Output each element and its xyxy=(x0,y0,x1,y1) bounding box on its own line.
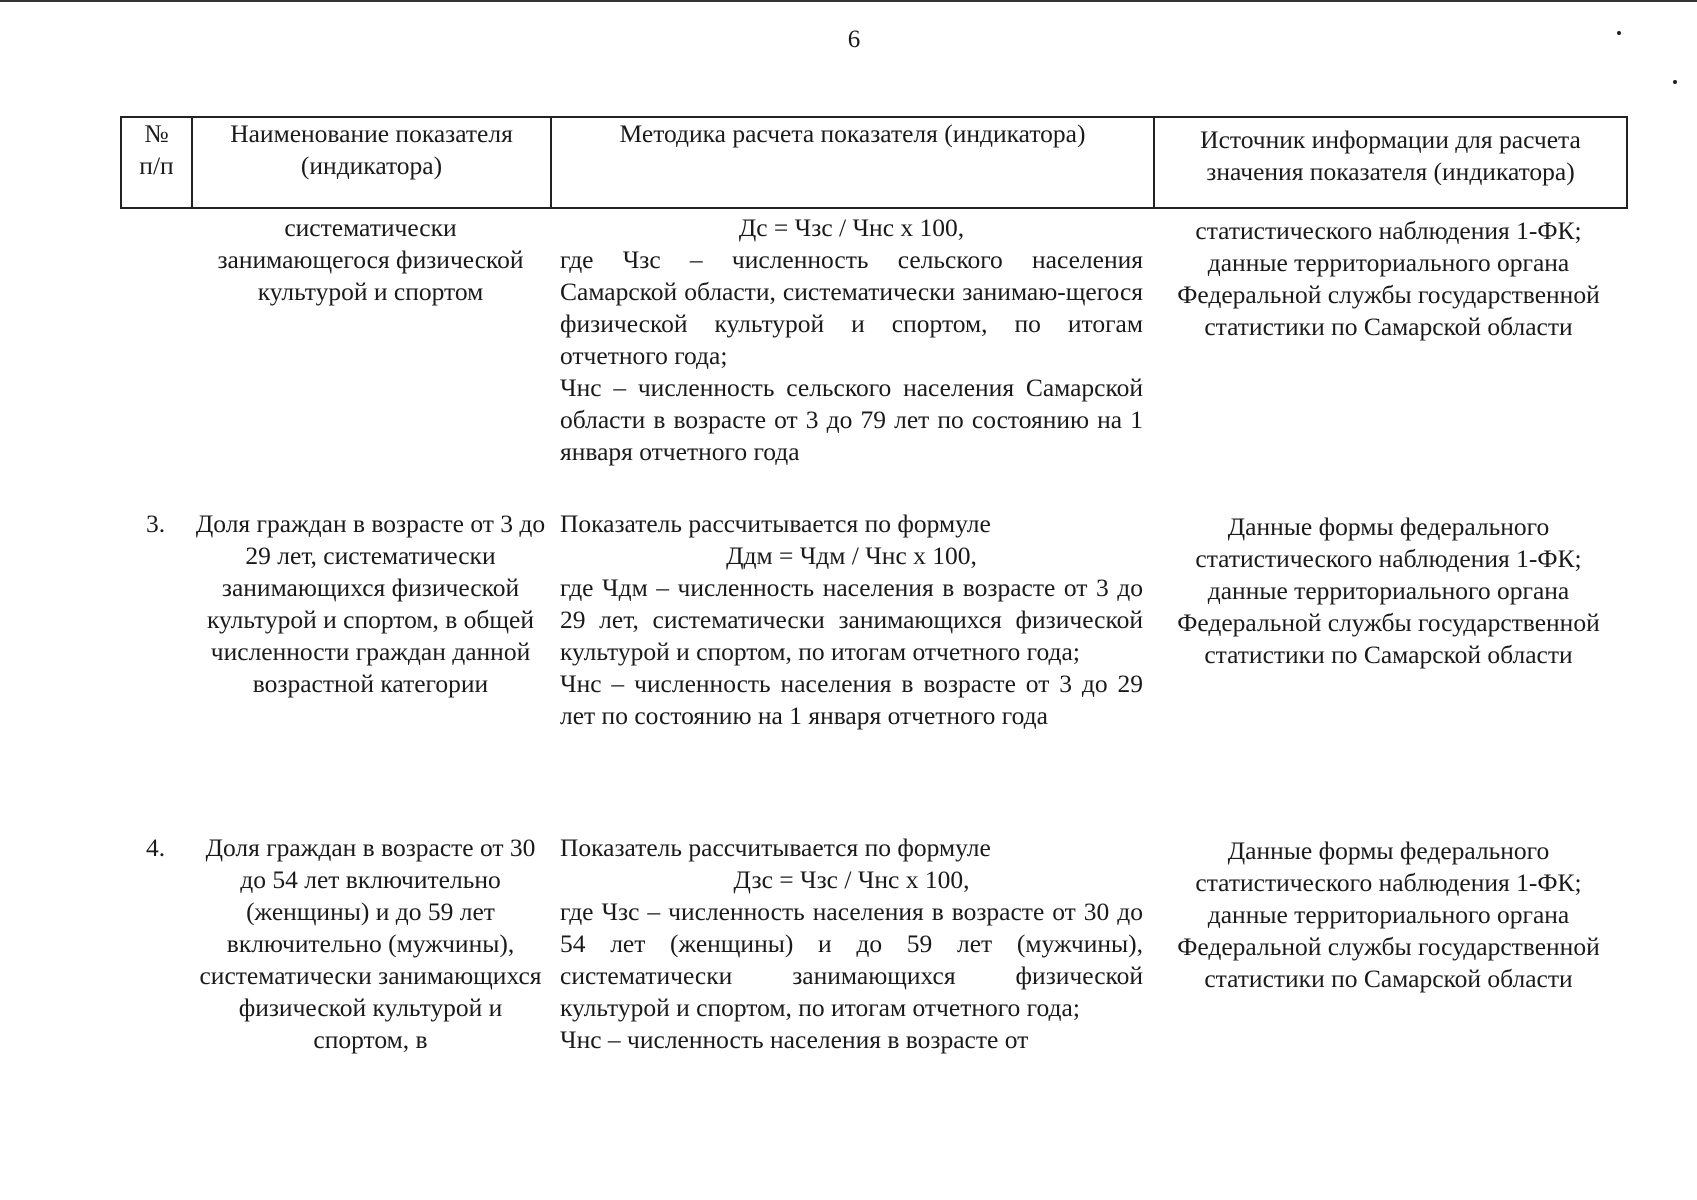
formula: Ддм = Чдм / Чнс х 100, xyxy=(726,541,977,570)
table-row xyxy=(120,212,1628,468)
information-source: Данные формы федерального статистического наблюдения 1-ФК; данные территориального органа Федеральной службы государственной статистики по Самарской области xyxy=(1177,512,1600,669)
row-number: 3. xyxy=(145,509,166,538)
table-row xyxy=(120,508,1628,732)
row-number xyxy=(120,212,191,468)
indicator-name: Доля граждан в возрасте от 30 до 54 лет включительно (женщины) и до 59 лет включительно (мужчины), систематически занимающихся физической культурой и спортом, в xyxy=(199,833,542,1054)
indicator-name: Доля граждан в возрасте от 3 до 29 лет, систематически занимающихся физической культурой и спортом, в общей численности граждан данной возрастной категории xyxy=(195,509,546,698)
header-name: Наименование показателя (индикатора) xyxy=(193,118,552,207)
scan-speck xyxy=(1673,80,1677,84)
calculation-method: Показатель рассчитывается по формуле Дзс = Чзс / Чнс х 100, где Чзс – численность населения в возрасте от 30 до 54 лет (женщины) и до 59 лет (мужчины), систематически занимающихся физической культурой и спортом, по итогам отчетного года; Чнс – численность населения в возрасте от xyxy=(560,833,1143,1054)
row-number: 4. xyxy=(145,833,166,862)
header-method: Методика расчета показателя (индикатора) xyxy=(552,118,1155,207)
table-header xyxy=(120,116,1628,209)
formula: Дзс = Чзс / Чнс х 100, xyxy=(733,865,970,894)
page-number: 6 xyxy=(847,26,861,53)
table-row xyxy=(120,832,1628,1056)
information-source: Данные формы федерального статистического наблюдения 1-ФК; данные территориального органа Федеральной службы государственной статистики по Самарской области xyxy=(1177,836,1600,993)
indicator-name: систематически занимающегося физической культурой и спортом xyxy=(217,213,524,306)
page-top-border xyxy=(0,0,1697,2)
header-source: Источник информации для расчета значения показателя (индикатора) xyxy=(1200,125,1581,186)
calculation-method: Дс = Чзс / Чнс х 100, где Чзс – численность сельского населения Самарской области, систематически занимаю-щегося физической культурой и спортом, по итогам отчетного года; Чнс – численность сельского населения Самарской области в возрасте от 3 до 79 лет по состоянию на 1 января отчетного года xyxy=(560,213,1143,466)
calculation-method: Показатель рассчитывается по формуле Ддм = Чдм / Чнс х 100, где Чдм – численность населения в возрасте от 3 до 29 лет, систематически занимающихся физической культурой и спортом, по итогам отчетного года; Чнс – численность населения в возрасте от 3 до 29 лет по состоянию на 1 января отчетного года xyxy=(560,509,1143,730)
formula: Дс = Чзс / Чнс х 100, xyxy=(738,213,965,242)
header-num: № п/п xyxy=(122,118,193,207)
information-source: статистического наблюдения 1-ФК; данные территориального органа Федеральной службы государственной статистики по Самарской области xyxy=(1177,216,1600,341)
